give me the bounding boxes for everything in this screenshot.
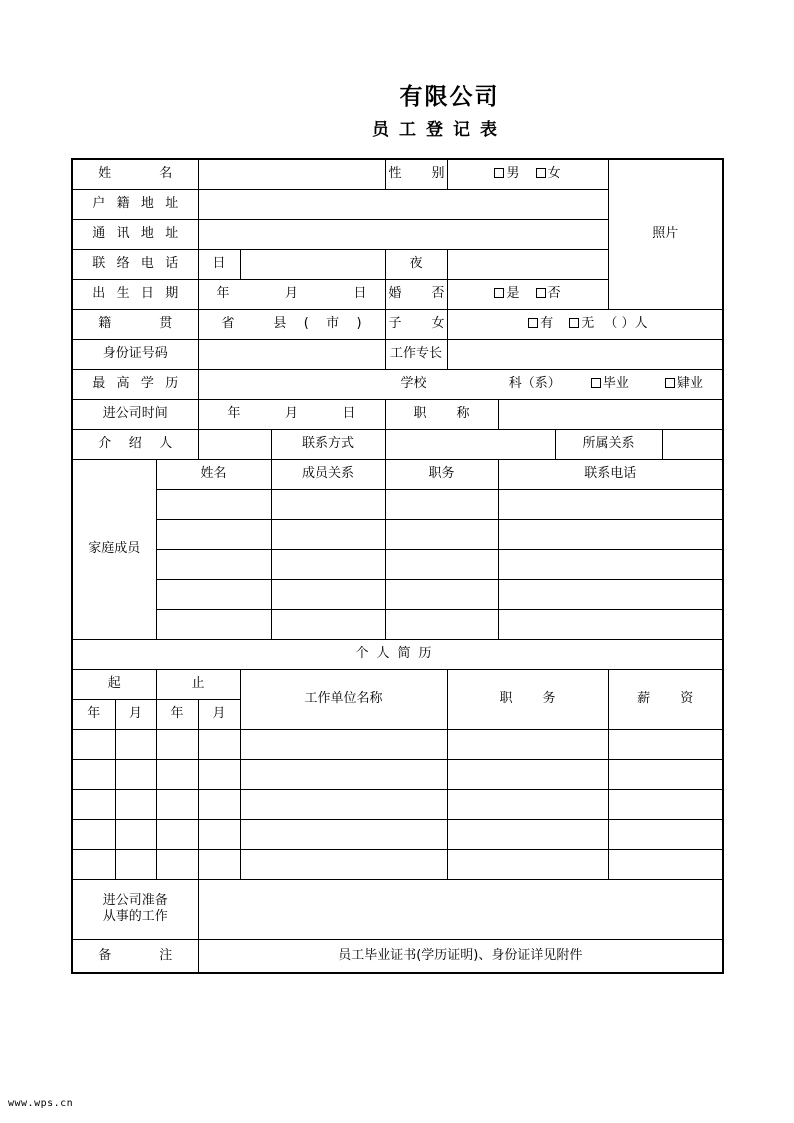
label-intended-work — [72, 879, 198, 939]
family-row — [72, 519, 723, 549]
table-row-intended-work — [72, 879, 723, 939]
field-children-options[interactable] — [447, 309, 723, 339]
family-header-relation: 成员关系 — [271, 459, 385, 489]
family-cell-phone[interactable] — [498, 609, 723, 639]
resume-cell-start-year[interactable] — [72, 789, 115, 819]
family-cell-position[interactable] — [385, 609, 498, 639]
checkbox-married-yes[interactable]: 是 — [494, 286, 519, 302]
resume-header-end-year: 年 — [156, 699, 198, 729]
footer-watermark: www.wps.cn — [8, 1098, 74, 1109]
family-cell-phone[interactable] — [498, 519, 723, 549]
label-job-title: 职称 — [385, 399, 498, 429]
education-major-label: 科（系） — [508, 375, 561, 391]
field-education[interactable] — [198, 369, 723, 399]
checkbox-graduated[interactable]: 毕业 — [591, 376, 629, 392]
resume-cell-salary[interactable] — [608, 789, 723, 819]
label-relationship: 所属关系 — [555, 429, 662, 459]
label-phone-day: 日 — [198, 249, 240, 279]
field-remark: 员工毕业证书(学历证明)、身份证详见附件 — [198, 939, 723, 973]
family-cell-relation[interactable] — [271, 489, 385, 519]
table-row-referrer — [72, 429, 723, 459]
label-children: 子女 — [385, 309, 447, 339]
field-referrer[interactable] — [198, 429, 271, 459]
family-header-name: 姓名 — [156, 459, 271, 489]
resume-cell-salary[interactable] — [608, 849, 723, 879]
resume-cell-position[interactable] — [447, 759, 608, 789]
resume-header-end-month: 月 — [198, 699, 240, 729]
resume-cell-end-month[interactable] — [198, 789, 240, 819]
family-cell-name[interactable] — [156, 549, 271, 579]
family-cell-relation[interactable] — [271, 579, 385, 609]
table-row-join-date — [72, 399, 723, 429]
resume-header-company: 工作单位名称 — [240, 669, 447, 729]
checkbox-dropout[interactable]: 肄业 — [665, 376, 703, 392]
form-title: 员工登记表 — [372, 120, 507, 140]
field-married-options[interactable] — [447, 279, 608, 309]
education-school-label: 学校 — [400, 375, 427, 391]
checkbox-icon[interactable] — [536, 288, 546, 298]
family-cell-relation[interactable] — [271, 609, 385, 639]
resume-cell-position[interactable] — [447, 789, 608, 819]
resume-cell-position[interactable] — [447, 819, 608, 849]
label-phone-night: 夜 — [385, 249, 447, 279]
intended-work-label-line1: 进公司准备 — [102, 892, 168, 908]
field-contact-method[interactable] — [385, 429, 555, 459]
resume-cell-start-year[interactable] — [72, 759, 115, 789]
resume-header-end: 止 — [156, 669, 240, 699]
resume-cell-end-month[interactable] — [198, 849, 240, 879]
field-id-number[interactable] — [198, 339, 385, 369]
label-referrer: 介绍人 — [72, 429, 198, 459]
resume-cell-end-year[interactable] — [156, 789, 198, 819]
family-cell-phone[interactable] — [498, 489, 723, 519]
label-name: 姓名 — [72, 159, 198, 189]
label-native-place: 籍贯 — [72, 309, 198, 339]
resume-cell-company[interactable] — [240, 789, 447, 819]
resume-cell-start-month[interactable] — [115, 789, 156, 819]
resume-cell-salary[interactable] — [608, 819, 723, 849]
table-row-name — [72, 159, 723, 189]
field-phone-day[interactable] — [240, 249, 385, 279]
label-gender: 性别 — [385, 159, 447, 189]
checkbox-icon[interactable] — [569, 318, 579, 328]
resume-row — [72, 849, 723, 879]
field-household-address[interactable] — [198, 189, 608, 219]
field-join-date[interactable]: 年 月 日 — [198, 399, 385, 429]
checkbox-married-no[interactable]: 否 — [536, 286, 561, 302]
resume-cell-position[interactable] — [447, 849, 608, 879]
resume-cell-start-year[interactable] — [72, 849, 115, 879]
resume-cell-company[interactable] — [240, 729, 447, 759]
label-mailing-address: 通讯地址 — [72, 219, 198, 249]
resume-cell-end-month[interactable] — [198, 819, 240, 849]
field-mailing-address[interactable] — [198, 219, 608, 249]
label-phone: 联络电话 — [72, 249, 198, 279]
family-header-phone: 联系电话 — [498, 459, 723, 489]
field-specialty[interactable] — [447, 339, 723, 369]
family-row — [72, 489, 723, 519]
field-job-title[interactable] — [498, 399, 723, 429]
label-married: 婚否 — [385, 279, 447, 309]
resume-cell-end-year[interactable] — [156, 849, 198, 879]
checkbox-icon[interactable] — [494, 288, 504, 298]
resume-header-salary: 薪资 — [608, 669, 723, 729]
checkbox-icon[interactable] — [591, 378, 601, 388]
resume-cell-end-month[interactable] — [198, 729, 240, 759]
label-id-number: 身份证号码 — [72, 339, 198, 369]
label-specialty: 工作专长 — [385, 339, 447, 369]
label-remark: 备注 — [72, 939, 198, 973]
family-row — [72, 579, 723, 609]
family-cell-name[interactable] — [156, 489, 271, 519]
resume-header-start: 起 — [72, 669, 156, 699]
family-row — [72, 609, 723, 639]
family-header-row — [72, 459, 723, 489]
resume-cell-company[interactable] — [240, 819, 447, 849]
family-cell-position[interactable] — [385, 519, 498, 549]
checkbox-gender-female[interactable]: 女 — [536, 166, 561, 182]
checkbox-children-none[interactable]: 无 — [569, 316, 594, 332]
employee-registration-table — [71, 158, 724, 974]
checkbox-icon[interactable] — [665, 378, 675, 388]
resume-row — [72, 789, 723, 819]
resume-cell-end-month[interactable] — [198, 759, 240, 789]
table-row-native-place — [72, 309, 723, 339]
field-gender-options[interactable] — [447, 159, 608, 189]
resume-cell-start-year[interactable] — [72, 729, 115, 759]
resume-cell-start-month[interactable] — [115, 759, 156, 789]
resume-row — [72, 819, 723, 849]
resume-row — [72, 759, 723, 789]
field-phone-night[interactable] — [447, 249, 608, 279]
checkbox-icon[interactable] — [528, 318, 538, 328]
resume-cell-start-month[interactable] — [115, 729, 156, 759]
family-cell-relation[interactable] — [271, 549, 385, 579]
label-contact-method: 联系方式 — [271, 429, 385, 459]
resume-section-title: 个人简历 — [72, 639, 723, 669]
resume-header-row-top — [72, 669, 723, 699]
resume-cell-start-year[interactable] — [72, 819, 115, 849]
family-cell-name[interactable] — [156, 609, 271, 639]
resume-cell-start-month[interactable] — [115, 819, 156, 849]
family-cell-position[interactable] — [385, 489, 498, 519]
family-cell-position[interactable] — [385, 549, 498, 579]
resume-cell-end-year[interactable] — [156, 729, 198, 759]
resume-cell-company[interactable] — [240, 759, 447, 789]
checkbox-gender-male[interactable]: 男 — [494, 166, 519, 182]
resume-section-title-row — [72, 639, 723, 669]
resume-cell-end-year[interactable] — [156, 759, 198, 789]
label-household-address: 户籍地址 — [72, 189, 198, 219]
resume-cell-end-year[interactable] — [156, 819, 198, 849]
resume-cell-position[interactable] — [447, 729, 608, 759]
table-row-education — [72, 369, 723, 399]
field-birth-date[interactable]: 年 月 日 — [198, 279, 385, 309]
resume-cell-company[interactable] — [240, 849, 447, 879]
family-cell-position[interactable] — [385, 579, 498, 609]
family-cell-name[interactable] — [156, 579, 271, 609]
children-count[interactable]: （ ）人 — [604, 315, 648, 331]
field-native-place[interactable]: 省 县(市) — [198, 309, 385, 339]
label-join-date: 进公司时间 — [72, 399, 198, 429]
resume-row — [72, 729, 723, 759]
resume-header-position: 职务 — [447, 669, 608, 729]
family-cell-phone[interactable] — [498, 579, 723, 609]
resume-cell-salary[interactable] — [608, 729, 723, 759]
field-relationship[interactable] — [662, 429, 723, 459]
intended-work-label-line2: 从事的工作 — [102, 909, 168, 924]
checkbox-icon[interactable] — [536, 168, 546, 178]
table-row-id-number — [72, 339, 723, 369]
resume-header-start-year: 年 — [72, 699, 115, 729]
resume-header-start-month: 月 — [115, 699, 156, 729]
resume-cell-salary[interactable] — [608, 759, 723, 789]
table-row-remark — [72, 939, 723, 973]
field-name[interactable] — [198, 159, 385, 189]
label-education: 最高学历 — [72, 369, 198, 399]
company-title: 有限公司 — [399, 84, 500, 110]
photo-placeholder[interactable]: 照片 — [608, 159, 723, 309]
resume-cell-start-month[interactable] — [115, 849, 156, 879]
family-cell-relation[interactable] — [271, 519, 385, 549]
label-birth-date: 出生日期 — [72, 279, 198, 309]
family-header-position: 职务 — [385, 459, 498, 489]
label-family-members: 家庭成员 — [72, 459, 156, 639]
family-row — [72, 549, 723, 579]
checkbox-icon[interactable] — [494, 168, 504, 178]
family-cell-phone[interactable] — [498, 549, 723, 579]
checkbox-children-have[interactable]: 有 — [528, 316, 553, 332]
field-intended-work[interactable] — [198, 879, 723, 939]
family-cell-name[interactable] — [156, 519, 271, 549]
